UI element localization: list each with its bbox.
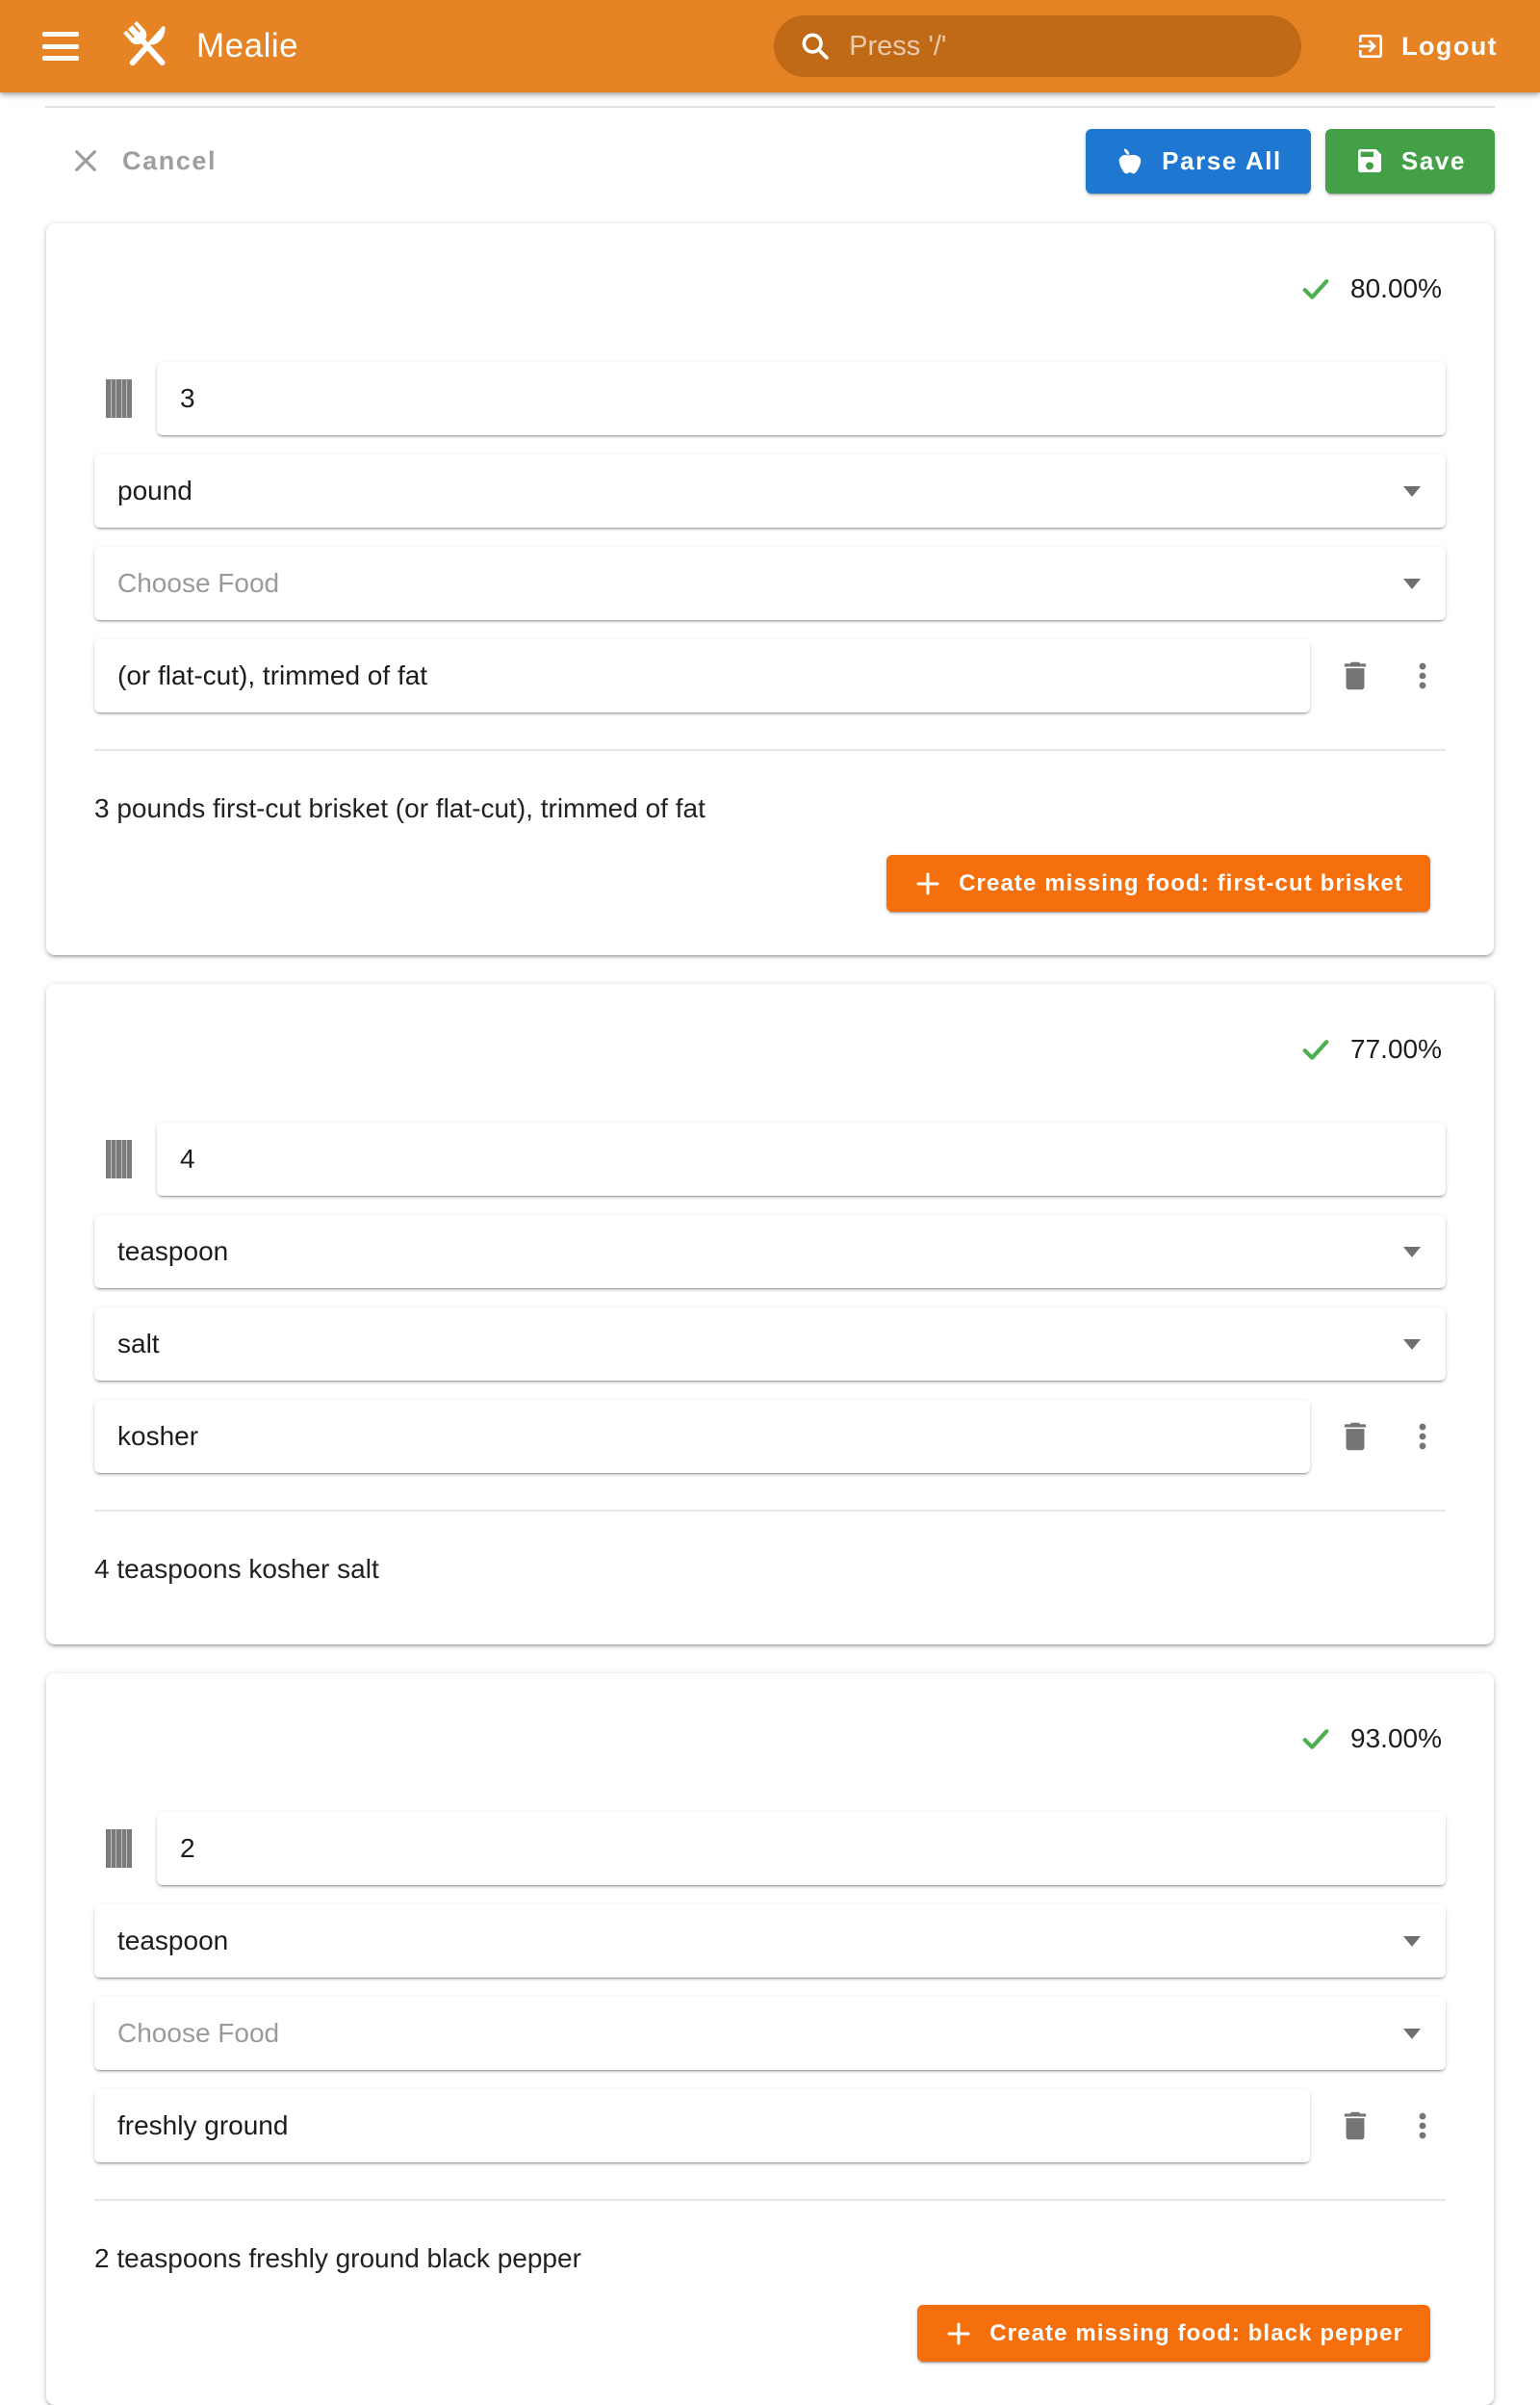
create-missing-food-label: Create missing food: black pepper: [989, 2319, 1403, 2346]
unit-select[interactable]: [94, 454, 1446, 528]
confidence-value: 80.00%: [1350, 273, 1442, 303]
menu-icon[interactable]: [42, 32, 79, 61]
close-icon: [70, 145, 101, 176]
confidence-row: [94, 1032, 1442, 1067]
note-input[interactable]: [94, 639, 1310, 712]
more-options-button[interactable]: [1406, 1420, 1439, 1453]
missing-food-row: [94, 855, 1446, 912]
original-ingredient-text: 3 pounds first-cut brisket (or flat-cut), trimmed of fat: [94, 793, 706, 823]
unit-value: teaspoon: [117, 1926, 229, 1955]
drag-handle-icon[interactable]: [106, 1829, 132, 1868]
chevron-down-icon: [1403, 579, 1421, 589]
chevron-down-icon: [1403, 1339, 1421, 1350]
cancel-label: Cancel: [122, 145, 218, 175]
quantity-input[interactable]: [157, 362, 1446, 435]
kebab-menu-icon: [1406, 1420, 1439, 1453]
ingredient-parser-page: [0, 106, 1540, 2405]
missing-food-row: [94, 2305, 1446, 2362]
check-icon: [1298, 272, 1333, 306]
unit-value: teaspoon: [117, 1236, 229, 1266]
original-ingredient-text: 2 teaspoons freshly ground black pepper: [94, 2243, 581, 2273]
note-row: [94, 2089, 1446, 2162]
trash-icon: [1337, 658, 1373, 694]
header-divider: [45, 106, 1495, 108]
delete-ingredient-button[interactable]: [1337, 658, 1373, 694]
ingredient-card: [46, 1673, 1494, 2405]
note-input[interactable]: [94, 2089, 1310, 2162]
note-row: [94, 1400, 1446, 1473]
confidence-row: [94, 272, 1442, 306]
app-bar: [0, 0, 1540, 92]
logout-button[interactable]: [1342, 21, 1511, 71]
cancel-button[interactable]: [45, 145, 228, 176]
plus-icon: [913, 869, 942, 898]
food-select[interactable]: [94, 1997, 1446, 2070]
food-select[interactable]: [94, 547, 1446, 620]
quantity-row: [94, 1812, 1446, 1885]
delete-ingredient-button[interactable]: [1337, 1418, 1373, 1455]
search-input[interactable]: [849, 31, 1276, 63]
food-select[interactable]: [94, 1307, 1446, 1381]
quantity-input[interactable]: [157, 1812, 1446, 1885]
chevron-down-icon: [1403, 2029, 1421, 2039]
ingredient-card: [46, 984, 1494, 1644]
apple-icon: [1115, 145, 1145, 176]
confidence-value: 93.00%: [1350, 1723, 1442, 1753]
chevron-down-icon: [1403, 486, 1421, 497]
confidence-row: [94, 1721, 1442, 1756]
save-icon: [1354, 145, 1385, 176]
drag-handle-icon[interactable]: [106, 379, 132, 418]
note-input[interactable]: [94, 1400, 1310, 1473]
parse-all-label: Parse All: [1162, 145, 1282, 175]
food-value: salt: [117, 1329, 160, 1358]
actions-row: [45, 127, 1495, 194]
unit-select[interactable]: [94, 1904, 1446, 1978]
app-title: Mealie: [196, 27, 299, 65]
create-missing-food-button[interactable]: [886, 855, 1430, 912]
create-missing-food-button[interactable]: [917, 2305, 1430, 2362]
unit-value: pound: [117, 476, 192, 505]
drag-handle-icon[interactable]: [106, 1140, 132, 1178]
logout-icon: [1355, 31, 1386, 62]
parse-all-button[interactable]: [1086, 129, 1311, 194]
quantity-row: [94, 1123, 1446, 1196]
unit-select[interactable]: [94, 1215, 1446, 1288]
chevron-down-icon: [1403, 1936, 1421, 1947]
food-placeholder: Choose Food: [117, 568, 280, 598]
more-options-button[interactable]: [1406, 2109, 1439, 2142]
logout-label: Logout: [1401, 31, 1498, 61]
check-icon: [1298, 1032, 1333, 1067]
card-divider: [94, 1510, 1446, 1512]
plus-icon: [944, 2319, 973, 2348]
save-label: Save: [1400, 145, 1466, 175]
trash-icon: [1337, 2108, 1373, 2144]
chevron-down-icon: [1403, 1247, 1421, 1257]
card-divider: [94, 749, 1446, 751]
confidence-value: 77.00%: [1350, 1034, 1442, 1064]
more-options-button[interactable]: [1406, 659, 1439, 692]
delete-ingredient-button[interactable]: [1337, 2108, 1373, 2144]
create-missing-food-label: Create missing food: first-cut brisket: [959, 869, 1403, 896]
quantity-input[interactable]: [157, 1123, 1446, 1196]
search-icon: [799, 30, 832, 63]
food-placeholder: Choose Food: [117, 2018, 280, 2048]
kebab-menu-icon: [1406, 659, 1439, 692]
card-divider: [94, 2199, 1446, 2201]
original-ingredient-text: 4 teaspoons kosher salt: [94, 1554, 379, 1584]
search-bar[interactable]: [774, 15, 1301, 77]
save-button[interactable]: [1325, 129, 1495, 194]
kebab-menu-icon: [1406, 2109, 1439, 2142]
trash-icon: [1337, 1418, 1373, 1455]
ingredient-card: [46, 223, 1494, 955]
note-row: [94, 639, 1446, 712]
mealie-logo-icon[interactable]: [119, 18, 175, 74]
check-icon: [1298, 1721, 1333, 1756]
quantity-row: [94, 362, 1446, 435]
